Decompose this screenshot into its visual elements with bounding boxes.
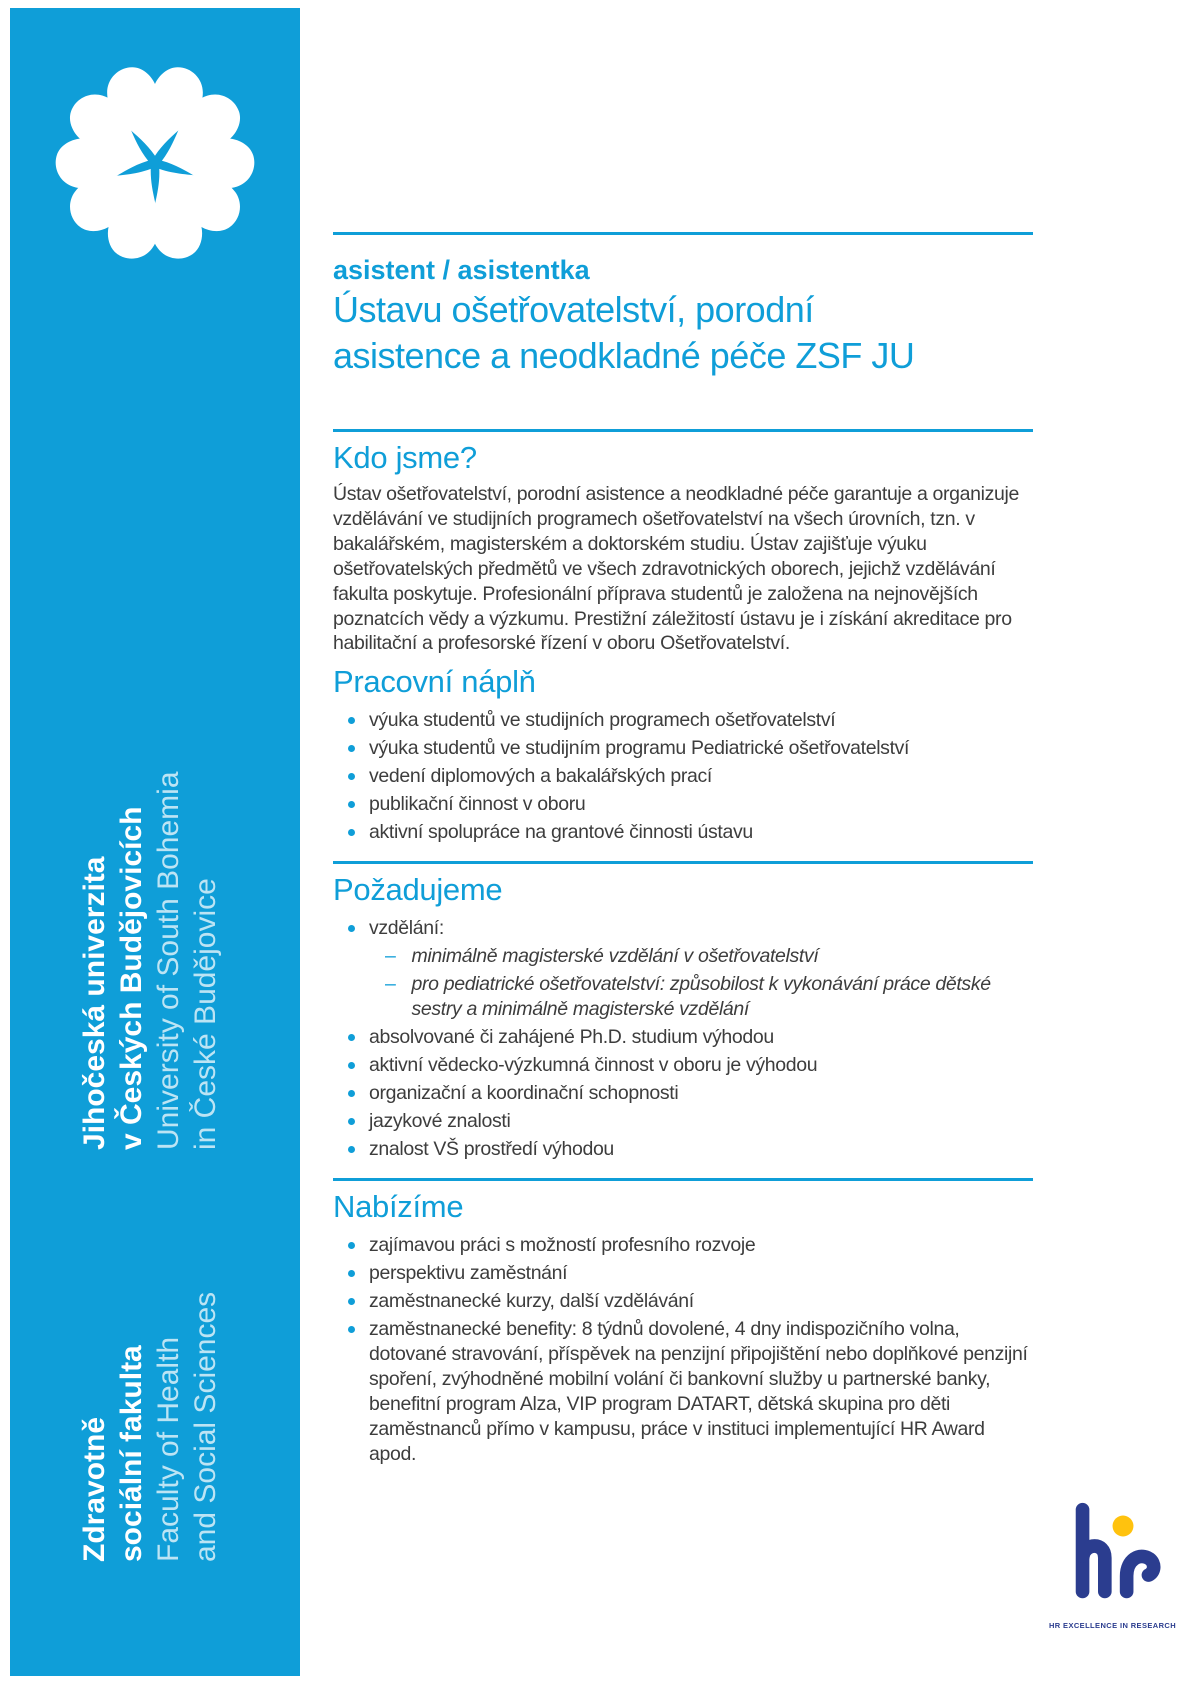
bullet-item bbox=[333, 708, 1033, 733]
bullet-text: perspektivu zaměstnání bbox=[369, 1262, 568, 1285]
bullet-dot-icon bbox=[348, 1090, 355, 1097]
job-title-prefix: asistent / asistentka bbox=[333, 255, 590, 285]
bullet-text: zaměstnanecké kurzy, další vzdělávání bbox=[369, 1290, 694, 1313]
faculty-hearts-logo-icon bbox=[10, 18, 300, 308]
bullet-text: výuka studentů ve studijních programech ošetřovatelství bbox=[369, 709, 836, 732]
university-name-line: University of South Bohemia bbox=[152, 771, 185, 1150]
bullet-text: aktivní vědecko-výzkumná činnost v oboru je výhodou bbox=[369, 1054, 818, 1077]
section-heading-pracovni-napln: Pracovní náplň bbox=[333, 664, 536, 700]
bullet-list-pozadujeme bbox=[333, 916, 1033, 1162]
bullet-dot-icon bbox=[348, 801, 355, 808]
university-name-line: in České Budějovice bbox=[189, 878, 222, 1150]
bullet-dot-icon bbox=[348, 773, 355, 780]
bullet-dot-icon bbox=[348, 745, 355, 752]
bullet-item bbox=[333, 916, 1033, 941]
hr-badge-caption: HR EXCELLENCE IN RESEARCH bbox=[1048, 1621, 1177, 1630]
job-title-line-1: Ústavu ošetřovatelství, porodní bbox=[333, 289, 814, 330]
bullet-dot-icon bbox=[348, 1118, 355, 1125]
bullet-dot-icon bbox=[348, 1242, 355, 1249]
bullet-item bbox=[333, 1053, 1033, 1078]
bullet-item bbox=[333, 820, 1033, 845]
bullet-item bbox=[333, 1081, 1033, 1106]
bullet-item bbox=[333, 1137, 1033, 1162]
sub-bullet-text: pro pediatrické ošetřovatelství: způsobilost k vykonávání práce dětské sestry a minimálně magisterské vzdělání bbox=[411, 973, 991, 1021]
bullet-dot-icon bbox=[348, 717, 355, 724]
bullet-text: zajímavou práci s možností profesního rozvoje bbox=[369, 1234, 756, 1257]
university-name-line: v Českých Budějovicích bbox=[115, 806, 148, 1150]
faculty-name-line: sociální fakulta bbox=[115, 1345, 148, 1562]
faculty-name-line: Faculty of Health bbox=[152, 1336, 185, 1562]
bullet-item bbox=[333, 1109, 1033, 1134]
bullet-list-pracovni-napln bbox=[333, 708, 1033, 845]
bullet-text: jazykové znalosti bbox=[369, 1110, 511, 1133]
top-divider bbox=[333, 232, 1033, 235]
bullet-item bbox=[333, 764, 1033, 789]
bullet-text: publikační činnost v oboru bbox=[369, 793, 586, 816]
faculty-name-line: Zdravotně bbox=[78, 1416, 111, 1562]
sidebar bbox=[10, 8, 300, 1676]
bullet-text: organizační a koordinační schopnosti bbox=[369, 1082, 679, 1105]
bullet-dot-icon bbox=[348, 829, 355, 836]
university-name-vertical bbox=[76, 692, 228, 1150]
section-divider bbox=[333, 1178, 1033, 1181]
bullet-text: vzdělání: bbox=[369, 917, 444, 940]
sections bbox=[333, 429, 1033, 1467]
bullet-text: znalost VŠ prostředí výhodou bbox=[369, 1138, 614, 1161]
bullet-item bbox=[333, 736, 1033, 761]
bullet-text: zaměstnanecké benefity: 8 týdnů dovolené, 4 dny indispozičního volna, dotované stravování, příspěvek na penzijní připojištění nebo doplňkové penzijní spoření, zvýhodněné mobilní volání či bankovní služby u partnerské banky, benefitní program Alza, VIP program DATART, dětská skupina pro děti zaměstnanců přímo v kampusu, práce v instituci implementující HR Award apod. bbox=[369, 1318, 1028, 1466]
job-title-line-2: asistence a neodkladné péče ZSF JU bbox=[333, 335, 915, 376]
spacer bbox=[333, 379, 1033, 413]
bullet-dot-icon bbox=[348, 1326, 355, 1333]
bullet-text: aktivní spolupráce na grantové činnosti ústavu bbox=[369, 821, 753, 844]
bullet-text: vedení diplomových a bakalářských prací bbox=[369, 765, 712, 788]
bullet-list-nabizime bbox=[333, 1233, 1033, 1467]
faculty-name-vertical bbox=[76, 1120, 228, 1562]
bullet-item bbox=[333, 1025, 1033, 1050]
bullet-dot-icon bbox=[348, 925, 355, 932]
bullet-dot-icon bbox=[348, 1146, 355, 1153]
section-heading-kdo-jsme: Kdo jsme? bbox=[333, 440, 477, 475]
bullet-item bbox=[333, 1233, 1033, 1258]
dash-icon: – bbox=[385, 973, 396, 996]
section-divider bbox=[333, 861, 1033, 864]
bullet-item bbox=[333, 1261, 1033, 1286]
bullet-dot-icon bbox=[348, 1062, 355, 1069]
hr-excellence-badge bbox=[1040, 1497, 1185, 1630]
section-divider bbox=[333, 429, 1033, 432]
sub-bullet-text: minimálně magisterské vzdělání v ošetřovatelství bbox=[411, 945, 819, 968]
dash-icon: – bbox=[385, 945, 396, 968]
bullet-text: absolvované či zahájené Ph.D. studium výhodou bbox=[369, 1026, 774, 1049]
bullet-item bbox=[333, 792, 1033, 817]
main-content bbox=[333, 0, 1033, 1477]
sub-bullet-item bbox=[385, 972, 1033, 1022]
bullet-dot-icon bbox=[348, 1298, 355, 1305]
section-heading-pozadujeme: Požadujeme bbox=[333, 872, 503, 908]
university-name-line: Jihočeská univerzita bbox=[78, 856, 111, 1150]
bullet-dot-icon bbox=[348, 1270, 355, 1277]
hr-award-logo-icon bbox=[1063, 1497, 1163, 1615]
bullet-item bbox=[333, 1317, 1033, 1467]
section-paragraph-kdo-jsme: Ústav ošetřovatelství, porodní asistence a neodkladné péče garantuje a organizuje vzdělávání ve studijních programech ošetřovatelství na všech úrovních, tzn. v bakalářském, magisterském a doktorském studiu. Ústav zajišťuje výuku ošetřovatelských předmětů ve všech zdravotnických oborech, jejichž vzdělávání fakulta poskytuje. Profesionální příprava studentů je založena na nejnovějších poznatcích vědy a výzkumu. Prestižní záležitostí ústavu je i získání akreditace pro habilitační a profesorské řízení v oboru Ošetřovatelství. bbox=[333, 483, 1020, 655]
sub-bullet-item bbox=[385, 944, 1033, 969]
bullet-item bbox=[333, 1289, 1033, 1314]
section-heading-nabizime: Nabízíme bbox=[333, 1189, 464, 1225]
faculty-name-line: and Social Sciences bbox=[189, 1291, 222, 1562]
bullet-text: výuka studentů ve studijním programu Pediatrické ošetřovatelství bbox=[369, 737, 910, 760]
bullet-dot-icon bbox=[348, 1034, 355, 1041]
